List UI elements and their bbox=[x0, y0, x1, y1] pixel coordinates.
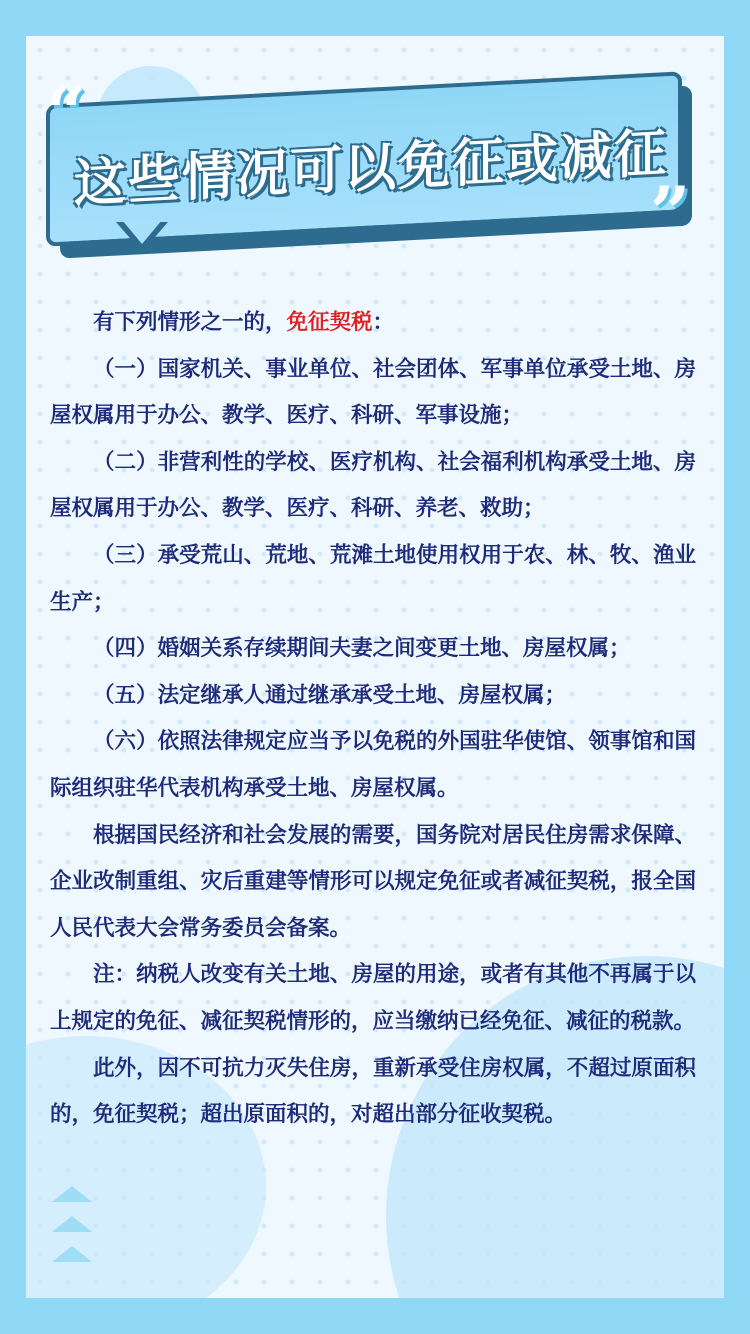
intro-paragraph: 有下列情形之一的，免征契税： bbox=[93, 310, 395, 335]
title-banner bbox=[46, 88, 700, 266]
list-item: （三）承受荒山、荒地、荒滩土地使用权用于农、林、牧、渔业生产； bbox=[50, 542, 696, 615]
list-item: （五）法定继承人通过继承承受土地、房屋权属； bbox=[93, 682, 567, 708]
article-body bbox=[50, 300, 696, 1139]
close-quote-icon: ” bbox=[650, 171, 691, 254]
chevron-up-icon bbox=[52, 1246, 92, 1262]
list-item: （一）国家机关、事业单位、社会团体、军事单位承受土地、房屋权属用于办公、教学、医疗、科研、军事设施； bbox=[50, 356, 696, 429]
open-quote-icon: “ bbox=[46, 71, 87, 154]
list-item: （二）非营利性的学校、医疗机构、社会福利机构承受土地、房屋权属用于办公、教学、医疗、科研、养老、救助； bbox=[50, 449, 696, 522]
list-item: （四）婚姻关系存续期间夫妻之间变更土地、房屋权属； bbox=[93, 636, 631, 662]
chevron-up-icon bbox=[52, 1186, 92, 1202]
paragraph: 根据国民经济和社会发展的需要，国务院对居民住房需求保障、企业改制重组、灾后重建等情形可以规定免征或者减征契税，报全国人民代表大会常务委员会备案。 bbox=[50, 822, 696, 941]
exemption-highlight: 免征契税 bbox=[286, 310, 373, 335]
page-title: 这些情况可以免征或减征 bbox=[74, 123, 669, 215]
speech-bubble-tail-inner bbox=[122, 220, 162, 244]
chevron-up-icon bbox=[52, 1216, 92, 1232]
list-item: （六）依照法律规定应当予以免税的外国驻华使馆、领事馆和国际组织驻华代表机构承受土地、房屋权属。 bbox=[50, 729, 696, 801]
note-paragraph: 注：纳税人改变有关土地、房屋的用途，或者有其他不再属于以上规定的免征、减征契税情形的，应当缴纳已经免征、减征的税款。 bbox=[50, 962, 696, 1034]
paragraph: 此外，因不可抗力灭失住房，重新承受住房权属，不超过原面积的，免征契税；超出原面积的，对超出部分征收契税。 bbox=[50, 1055, 696, 1128]
